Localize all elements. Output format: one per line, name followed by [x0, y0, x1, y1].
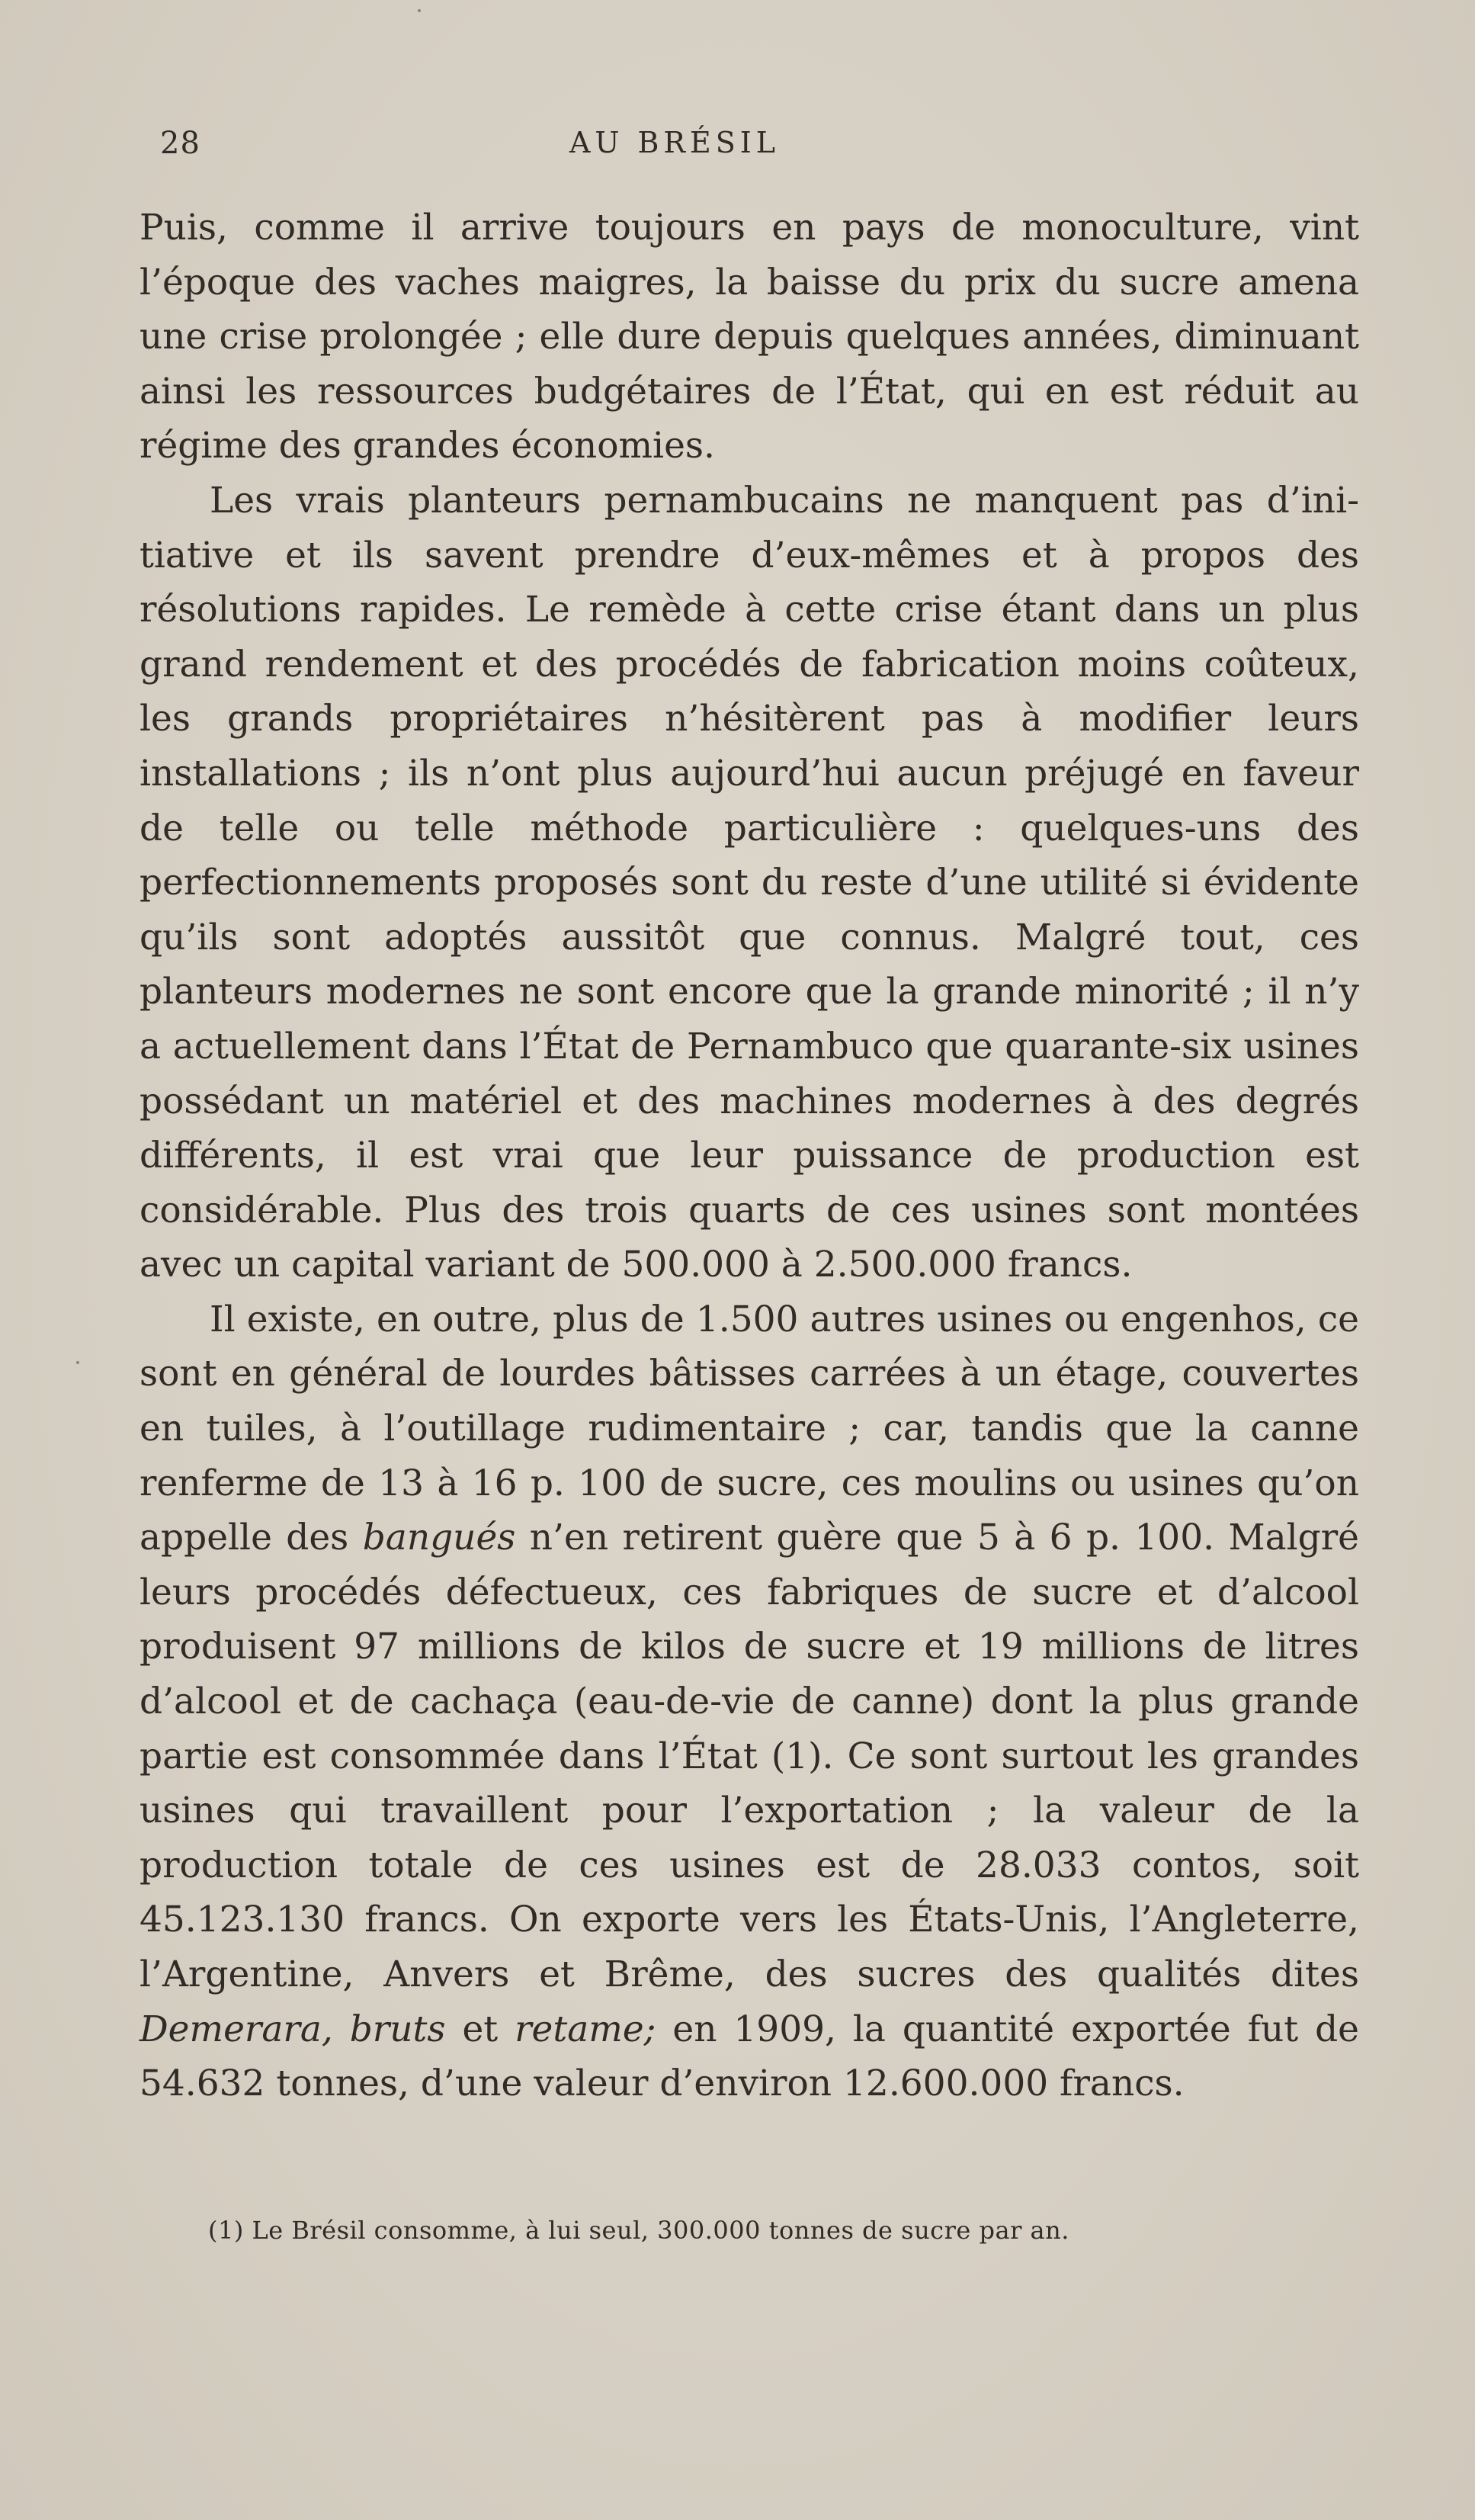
- italic-term-demerara-bruts: Demerara, bruts: [139, 2008, 446, 2050]
- paragraph-1-text: Puis, comme il arrive toujours en pays de monoculture, vint l’époque des vaches maigres, la baisse du prix du sucre amena une crise prolongée ; elle dure depuis quelques années, diminuant ainsi les ressources budgétaires de l’État, qui en est réduit au régime des grandes économies.: [139, 207, 1359, 467]
- running-title: AU BRÉSIL: [569, 126, 781, 159]
- running-head: [160, 126, 1372, 172]
- body-text: [139, 201, 1359, 2111]
- paragraph-3-text-b: n’en retirent guère que 5 à 6 p. 100. Malgré leurs procédés défectueux, ces fabriques de sucre et d’alcool produisent 97 millions de kilos de sucre et 19 millions de litres d’alcool et de cachaça (eau-de-vie de canne) dont la plus grande partie est consommée dans l’État (1). Ce sont surtout les grandes usines qui travaillent pour l’exportation ; la valeur de la production totale de ces usines est de 28.033 contos, soit 45.123.130 francs. On exporte vers les États-Unis, l’Angleterre, l’Argentine, Anvers et Brême, des sucres des qualités dites: [139, 1517, 1359, 1995]
- paper-speck: [76, 1361, 79, 1364]
- paragraph-1: [139, 201, 1359, 474]
- footnote: (1) Le Brésil consomme, à lui seul, 300.000 tonnes de sucre par an.: [208, 2216, 1069, 2245]
- paragraph-2-text: Les vrais planteurs pernambucains ne manquent pas d’initiative et ils savent prendre d’eux-mêmes et à propos des résolutions rapides. Le remède à cette crise étant dans un plus grand rendement et des procédés de fabrication moins coûteux, les grands propriétaires n’hésitèrent pas à modifier leurs installations ; ils n’ont plus aujourd’hui aucun préjugé en faveur de telle ou telle méthode particulière : quelques-uns des perfectionnements proposés sont du reste d’une utilité si évidente qu’ils sont adoptés aussitôt que connus. Malgré tout, ces planteurs modernes ne sont encore que la grande minorité ; il n’y a actuellement dans l’État de Pernambuco que quarante-six usines possédant un matériel et des machines modernes à des degrés différents, il est vrai que leur puissance de production est considérable. Plus des trois quarts de ces usines sont montées avec un capital variant de 500.000 à 2.500.000 francs.: [139, 479, 1359, 1286]
- paragraph-3-text-c: et: [445, 2008, 515, 2050]
- paper-speck: [418, 9, 421, 12]
- italic-term-retame: retame;: [515, 2008, 656, 2050]
- italic-term-bangues: bangués: [362, 1517, 516, 1559]
- paragraph-2: [139, 474, 1359, 1292]
- paragraph-3-text-a: Il existe, en outre, plus de 1.500 autres usines ou engenhos, ce sont en général de lourdes bâtisses carrées à un étage, couvertes en tuiles, à l’outillage rudimentaire ; car, tandis que la canne renferme de 13 à 16 p. 100 de sucre, ces moulins ou usines qu’on appelle des: [139, 1298, 1359, 1559]
- page-number: 28: [160, 126, 200, 161]
- paragraph-3-text-d: en 1909, la quantité exportée fut de 54.632 tonnes, d’une valeur d’environ 12.600.000 francs.: [139, 2008, 1359, 2105]
- paragraph-3: [139, 1292, 1359, 2111]
